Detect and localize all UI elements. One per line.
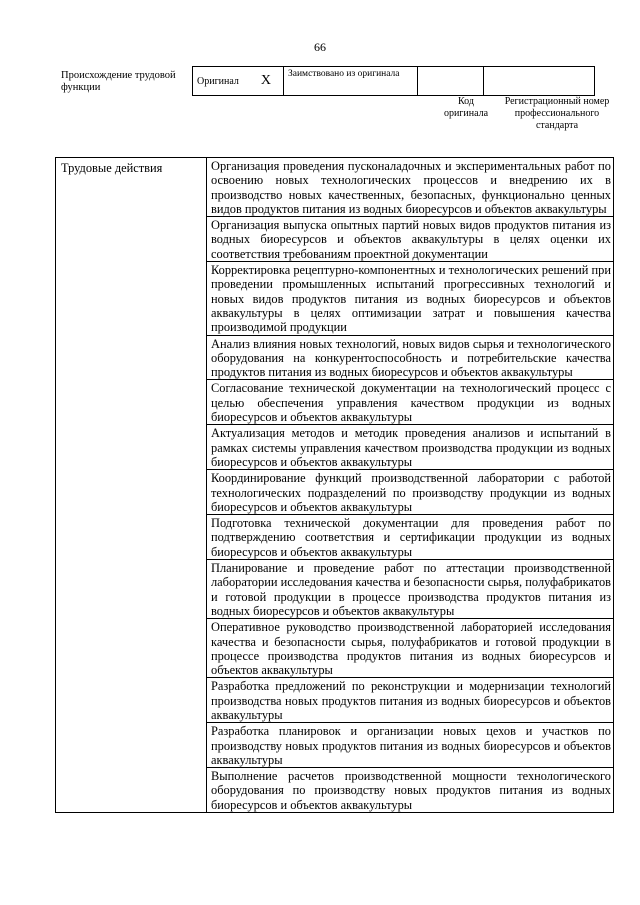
labor-action-cell: Согласование технической документации на технологический процесс с целью обеспечения управления качеством продукции из водных биоресурсов и объектов аквакультуры	[207, 380, 614, 425]
labor-action-cell: Планирование и проведение работ по аттестации производственной лаборатории исследования качества и безопасности сырья, полуфабрикатов и готовой продукции в процессе производства продуктов питания из водных биоресурсов и объектов аквакультуры	[207, 560, 614, 619]
original-label: Оригинал	[197, 76, 239, 87]
code-label: Код оригинала	[443, 96, 489, 119]
labor-action-cell: Разработка планировок и организации новых цехов и участков по производству новых продуктов питания из водных биоресурсов и объектов аквакультуры	[207, 723, 614, 768]
labor-action-cell: Разработка предложений по реконструкции и модернизации технологий производства новых продуктов питания из водных биоресурсов и объектов аквакультуры	[207, 678, 614, 723]
labor-action-cell: Организация выпуска опытных партий новых видов продуктов питания из водных биоресурсов и объектов аквакультуры в целях оценки их соответствия требованиям проектной документации	[207, 217, 614, 262]
labor-action-cell: Актуализация методов и методик проведения анализов и испытаний в рамках системы управления качеством производства продукции из водных биоресурсов и объектов аквакультуры	[207, 425, 614, 470]
borrowed-cell: Заимствовано из оригинала	[284, 67, 418, 96]
reg-number-cell	[484, 67, 595, 96]
labor-action-cell: Координирование функций производственной лаборатории с работой технологических подразделений по производству продукции из водных биоресурсов и объектов аквакультуры	[207, 470, 614, 515]
reg-number-label: Регистрационный номер профессионального стандарта	[504, 96, 610, 131]
labor-action-cell: Организация проведения пусконаладочных и экспериментальных работ по освоению новых технологических процессов и внедрению их в производство новых качественных, безопасных, функционально ценных видов продуктов питания из водных биоресурсов и объектов аквакультуры	[207, 158, 614, 217]
origin-label: Происхождение трудовой функции	[61, 70, 176, 93]
labor-actions-table	[55, 157, 614, 813]
origin-table	[192, 66, 595, 96]
labor-actions-body	[56, 158, 614, 813]
labor-actions-label: Трудовые действия	[56, 158, 207, 813]
labor-action-cell: Корректировка рецептурно-компонентных и технологических решений при проведении промышленных испытаний прогрессивных технологий и новых видов продуктов питания из водных биоресурсов и объектов аквакультуры в целях оптимизации затрат и повышения качества производимой продукции	[207, 262, 614, 335]
page-number: 66	[314, 40, 326, 54]
code-cell	[418, 67, 484, 96]
labor-action-cell: Оперативное руководство производственной лабораторией исследования качества и безопасности сырья, полуфабрикатов и готовой продукции в процессе производства продуктов питания из водных биоресурсов и объектов аквакультуры	[207, 619, 614, 678]
labor-action-cell: Подготовка технической документации для проведения работ по подтверждению соответствия и сертификации продукции из водных биоресурсов и объектов аквакультуры	[207, 515, 614, 560]
table-row	[56, 158, 614, 217]
labor-action-cell: Выполнение расчетов производственной мощности технологического оборудования по производству новых продуктов питания из водных биоресурсов и объектов аквакультуры	[207, 768, 614, 813]
labor-action-cell: Анализ влияния новых технологий, новых видов сырья и технологического оборудования на конкурентоспособность и потребительские качества продуктов питания из водных биоресурсов и объектов аквакультуры	[207, 335, 614, 380]
original-mark: X	[260, 73, 272, 88]
original-cell	[193, 67, 284, 96]
